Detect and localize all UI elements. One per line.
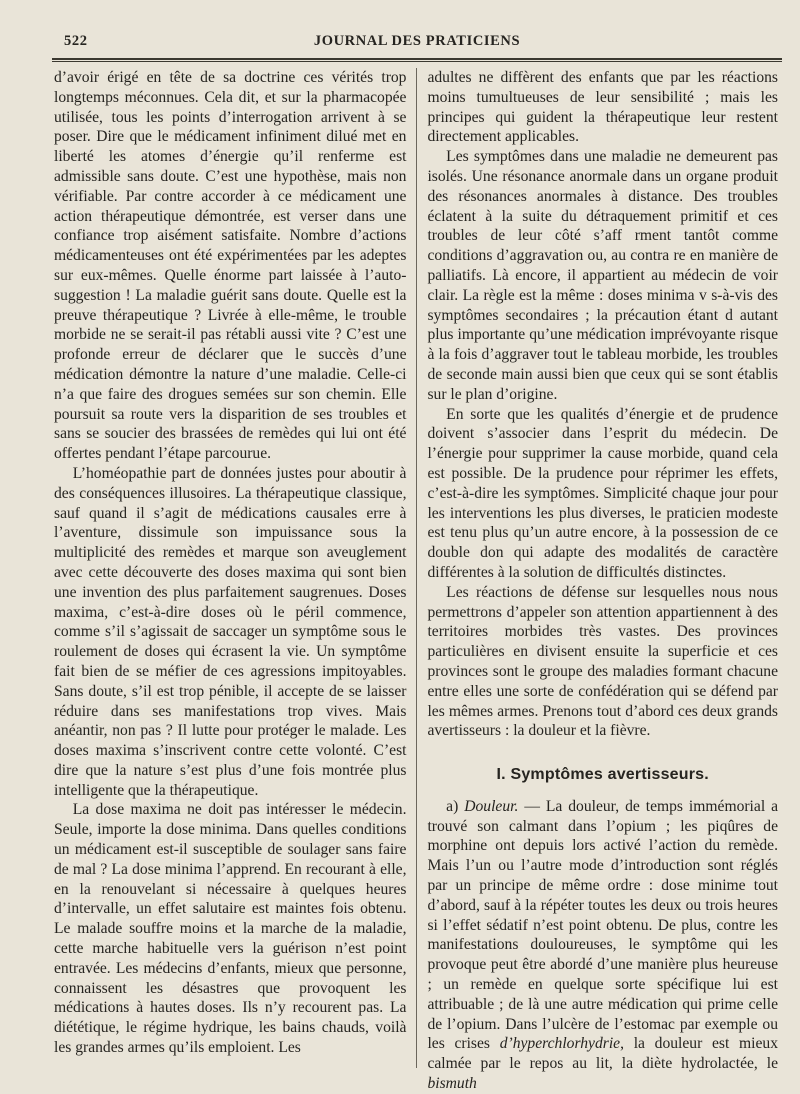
- sub-label: a): [446, 797, 465, 815]
- column-divider: [416, 68, 417, 1068]
- paragraph: L’homéopathie part de données justes pour aboutir à des conséquences illusoires. La thérapeutique classique, sauf quand il s’agit de médications causales erre à l’aventure, dissimule son impuissance sous la multiplicité des remèdes et marque son aveuglement avec cette découverte des doses maxima qui sont bien une invention des plus parfaitement saugrenues. Doses maxima, c’est-à-dire doses où le péril commence, comme s’il s’agissait de saccager un symptôme sous le roulement de doses qui écrasent la vie. Un symptôme fait bien de se méfier de ces agressions impitoyables. Sans doute, s’il est trop pénible, il accepte de se laisser réduire dans ses manifestations trop vives. Mais anéantir, non pas ? Il lutte pour protéger le malade. Les doses maxima s’inscrivent contre cette volonté. C’est dire que la nature s’est plus d’une fois montrée plus intelligente que la thérapeutique.: [54, 464, 407, 799]
- journal-title: JOURNAL DES PRATICIENS: [313, 33, 521, 49]
- text-run: , la douleur est mieux calmée par le repos au lit, la diète hydrolactée, le: [427, 1035, 779, 1073]
- italic-term: bismuth: [427, 1075, 477, 1093]
- paragraph: Les symptômes dans une maladie ne demeurent pas isolés. Une résonance anormale dans un organe produit des résonances anormales à distance. Des troubles éclatent à la suite du détraquement primitif et ces troubles de leur côté s’aff rment tantôt comme conditions d’aggravation ou, au contra re en manière de palliatifs. Là encore, il appartient au médecin de voir clair. La règle est la même : doses minima v s-à-vis des symptômes secondaires ; la précaution étant d autant plus importante qu’une médication imprévoyante risque à la fois d’aggraver tout le tableau morbide, les troubles de seconde main aussi bien que ceux qui se sont établis sur le plan d’origine.: [427, 148, 778, 403]
- text-run: — La douleur, de temps immémorial a trouvé son calmant dans l’opium ; les piqûres de morphine ont depuis lors activé l’action du remède. Mais l’un ou l’autre mode d’introduction sont réglés par un principe de même ordre : dose minime tout d’abord, sauf à la répéter toutes les deux ou trois heures si l’effet sédatif n’est point obtenu. De plus, contre les manifestations douloureuses, le symptôme qui les provoque peut être abordé d’une manière plus heureuse ; un remède en quelque sorte spécifique lui est attribuable ; de là une autre médication qui prime celle de l’opium. Dans l’ulcère de l’estomac par exemple ou les crises: [427, 797, 779, 1053]
- page-number: 522: [64, 33, 88, 49]
- header-rule-thin: [52, 61, 782, 62]
- italic-term: d’hyperchlorhydrie: [499, 1035, 621, 1053]
- paragraph: adultes ne diffèrent des enfants que par les réactions moins tumultueuses de leur sensibilité ; mais les principes qui guident la thérapeutique leur restent directement applicables.: [427, 69, 778, 146]
- two-column-body: [52, 68, 782, 1093]
- sub-title: Douleur.: [464, 797, 519, 815]
- header-rule: [52, 58, 782, 60]
- page-header: [52, 30, 782, 52]
- paragraph: La dose maxima ne doit pas intéresser le médecin. Seule, importe la dose minima. Dans quelles conditions un médicament est-il susceptible de soulager sans faire de mal ? La dose minima l’apprend. En recourant à elle, en la renouvelant si nécessaire à quelques heures d’intervalle, un effet salutaire est maintes fois obtenu. Le malade souffre moins et la marche de la maladie, cette marche habituelle vers la guérison n’est point entravée. Les médecins d’enfants, mieux que personne, connaissent les désastres que provoquent les médications à hautes doses. Ils n’y recourent pas. La diététique, le régime hydrique, les bains chauds, voilà les grandes armes qu’ils emploient. Les: [54, 801, 407, 1057]
- paragraph: d’avoir érigé en tête de sa doctrine ces vérités trop longtemps méconnues. Cela dit, et sur la pharmacopée utilisée, tous les points d’interrogation arrivent à se poser. Dire que le médicament infiniment dilué met en liberté les atomes d’énergie qu’il renferme est admissible sans doute. C’est une hypothèse, mais non vérifiable. Par contre accorder à ce médicament une action thérapeutique démontrée, est verser dans une confiance trop aisément satisfaite. Nombre d’actions médicamenteuses ont été expérimentées par les adeptes sur eux-mêmes. Quelle énorme part laissée à l’auto-suggestion ! La maladie guérit sans doute. Quelle est la preuve thérapeutique ? Livrée à elle-même, le trouble morbide ne se serait-il pas rétabli aussi vite ? C’est une profonde erreur de déclarer que le succès d’une médication démontre la nature d’une maladie. Celle-ci n’a que faire des drogues semées sur son chemin. Elle poursuit sa route vers la disparition de ses troubles et sans se soucier des brassées de remèdes qui lui ont été offertes pendant l’étape parcourue.: [54, 69, 407, 463]
- paragraph-douleur: [427, 797, 778, 1094]
- paragraph: Les réactions de défense sur lesquelles nous nous permettrons d’appeler son attention appartiennent à des territoires morbides très vastes. Des provinces particulières en divisent ensuite la superficie et ces provinces sont le groupe des maladies formant chacune entre elles une sorte de confédération qui se défend par les mêmes armes. Prenons tout d’abord ces deux grands avertisseurs : la douleur et la fièvre.: [427, 583, 778, 740]
- paragraph: En sorte que les qualités d’énergie et de prudence doivent s’associer dans l’esprit du médecin. De l’énergie pour supprimer la cause morbide, quand cela est possible. De la prudence pour réprimer les effets, c’est-à-dire les symptômes. Simplicité chaque jour pour les interventions les plus diverses, le praticien modeste est tenu plus qu’un autre encore, à la possession de ce double don qui adapte des modalités de caractère différentes à la solution de difficultés distinctes.: [427, 405, 778, 581]
- left-column: [54, 68, 406, 1068]
- section-heading: I. Symptômes avertisseurs.: [496, 766, 709, 784]
- right-column: [427, 68, 779, 1093]
